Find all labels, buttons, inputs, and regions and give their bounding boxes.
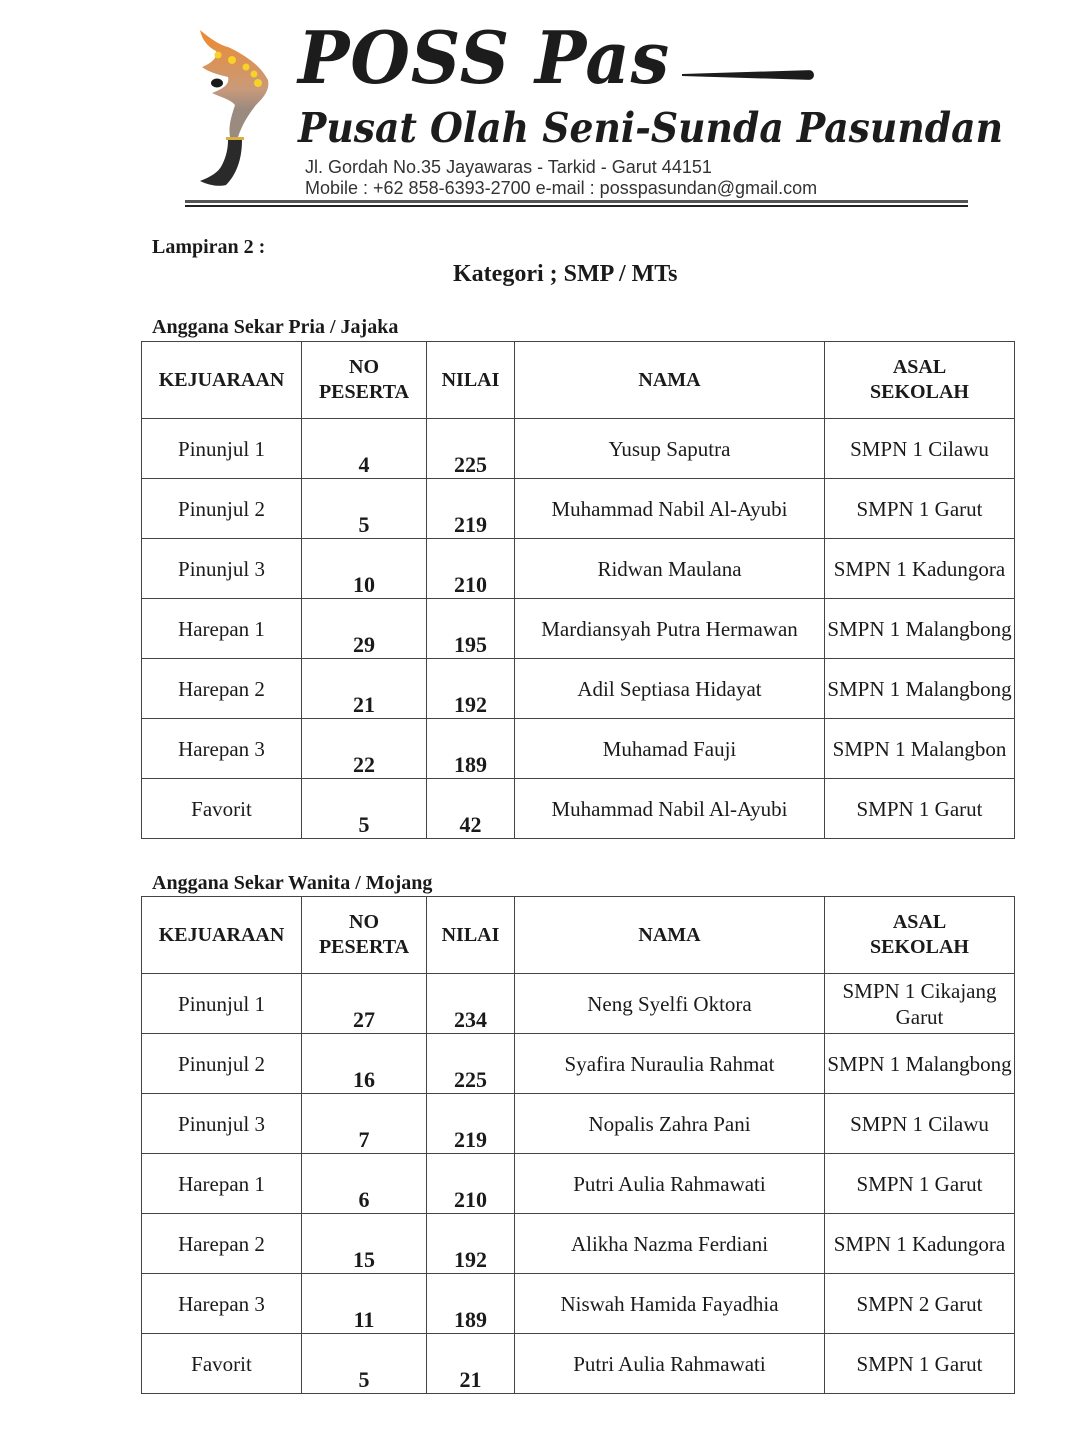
- cell-nilai: 189: [427, 1274, 515, 1334]
- table-row: [142, 1154, 1015, 1214]
- table-row: [142, 1034, 1015, 1094]
- header-asal-sekolah: [825, 897, 1015, 974]
- table-row: [142, 719, 1015, 779]
- cell-kejuaraan: Harepan 1: [142, 1154, 302, 1214]
- cell-nama: Muhamad Fauji: [515, 719, 825, 779]
- cell-kejuaraan: Harepan 3: [142, 719, 302, 779]
- header-kejuaraan: KEJUARAAN: [142, 897, 302, 974]
- header-peserta: PESERTA: [318, 381, 410, 403]
- cell-no-peserta: 29: [302, 599, 427, 659]
- header-asal-sekolah: [825, 342, 1015, 419]
- cell-nama: Putri Aulia Rahmawati: [515, 1154, 825, 1214]
- kujang-icon: [190, 25, 275, 190]
- header-no: NO: [349, 356, 379, 378]
- cell-asal-sekolah: SMPN 2 Garut: [825, 1274, 1015, 1334]
- cell-kejuaraan: Pinunjul 2: [142, 1034, 302, 1094]
- results-table-pria: [141, 341, 1015, 839]
- cell-nama: Nopalis Zahra Pani: [515, 1094, 825, 1154]
- cell-nilai: 219: [427, 1094, 515, 1154]
- table-row: [142, 1094, 1015, 1154]
- cell-nama: Ridwan Maulana: [515, 539, 825, 599]
- cell-no-peserta: 22: [302, 719, 427, 779]
- table-row: [142, 779, 1015, 839]
- cell-kejuaraan: Pinunjul 2: [142, 479, 302, 539]
- cell-asal-sekolah: SMPN 1 Malangbong: [825, 1034, 1015, 1094]
- cell-kejuaraan: Pinunjul 1: [142, 419, 302, 479]
- cell-asal-sekolah: SMPN 1 Cikajang Garut: [825, 974, 1015, 1034]
- cell-no-peserta: 15: [302, 1214, 427, 1274]
- header-sekolah: SEKOLAH: [870, 381, 969, 403]
- cell-nama: Putri Aulia Rahmawati: [515, 1334, 825, 1394]
- header-no-peserta: [302, 897, 427, 974]
- brand-subtitle: Pusat Olah Seni-Sunda Pasundan: [298, 104, 1004, 152]
- header-nilai: NILAI: [427, 342, 515, 419]
- cell-kejuaraan: Harepan 2: [142, 1214, 302, 1274]
- results-table-wanita: [141, 896, 1015, 1394]
- table-header-row: [142, 342, 1015, 419]
- cell-asal-sekolah: SMPN 1 Malangbong: [825, 659, 1015, 719]
- cell-nilai: 225: [427, 419, 515, 479]
- header-asal: ASAL: [892, 911, 947, 933]
- cell-nilai: 210: [427, 539, 515, 599]
- cell-no-peserta: 11: [302, 1274, 427, 1334]
- cell-nilai: 225: [427, 1034, 515, 1094]
- header-nama: NAMA: [515, 897, 825, 974]
- cell-asal-sekolah: SMPN 1 Garut: [825, 1154, 1015, 1214]
- cell-nama: Mardiansyah Putra Hermawan: [515, 599, 825, 659]
- cell-no-peserta: 5: [302, 779, 427, 839]
- cell-nilai: 195: [427, 599, 515, 659]
- cell-kejuaraan: Harepan 1: [142, 599, 302, 659]
- cell-asal-sekolah: SMPN 1 Malangbong: [825, 599, 1015, 659]
- cell-nilai: 192: [427, 1214, 515, 1274]
- cell-nilai: 42: [427, 779, 515, 839]
- cell-nama: Alikha Nazma Ferdiani: [515, 1214, 825, 1274]
- cell-asal-sekolah: SMPN 1 Cilawu: [825, 1094, 1015, 1154]
- cell-no-peserta: 7: [302, 1094, 427, 1154]
- cell-nilai: 189: [427, 719, 515, 779]
- cell-asal-sekolah: SMPN 1 Cilawu: [825, 419, 1015, 479]
- table-row: [142, 479, 1015, 539]
- cell-no-peserta: 27: [302, 974, 427, 1034]
- cell-nama: Neng Syelfi Oktora: [515, 974, 825, 1034]
- brand-name: POSS Pas: [298, 15, 671, 100]
- table-row: [142, 599, 1015, 659]
- address-line: Jl. Gordah No.35 Jayawaras - Tarkid - Garut 44151: [305, 157, 712, 177]
- cell-no-peserta: 6: [302, 1154, 427, 1214]
- cell-no-peserta: 5: [302, 1334, 427, 1394]
- kategori-title: Kategori ; SMP / MTs: [453, 261, 678, 287]
- cell-nilai: 21: [427, 1334, 515, 1394]
- cell-asal-sekolah: SMPN 1 Garut: [825, 779, 1015, 839]
- cell-nilai: 234: [427, 974, 515, 1034]
- lampiran-label: Lampiran 2 :: [152, 236, 266, 258]
- cell-no-peserta: 10: [302, 539, 427, 599]
- header-nama: NAMA: [515, 342, 825, 419]
- header-no: NO: [349, 911, 379, 933]
- cell-nama: Syafira Nuraulia Rahmat: [515, 1034, 825, 1094]
- table-row: [142, 1274, 1015, 1334]
- contact-line: Mobile : +62 858-6393-2700 e-mail : posspasundan@gmail.com: [305, 178, 818, 198]
- cell-no-peserta: 21: [302, 659, 427, 719]
- cell-asal-sekolah: SMPN 1 Kadungora: [825, 1214, 1015, 1274]
- cell-no-peserta: 4: [302, 419, 427, 479]
- cell-nilai: 192: [427, 659, 515, 719]
- cell-no-peserta: 16: [302, 1034, 427, 1094]
- cell-asal-sekolah: SMPN 1 Garut: [825, 479, 1015, 539]
- cell-nilai: 210: [427, 1154, 515, 1214]
- header-sekolah: SEKOLAH: [870, 936, 969, 958]
- header-kejuaraan: KEJUARAAN: [142, 342, 302, 419]
- cell-kejuaraan: Pinunjul 1: [142, 974, 302, 1034]
- cell-no-peserta: 5: [302, 479, 427, 539]
- cell-kejuaraan: Pinunjul 3: [142, 1094, 302, 1154]
- cell-kejuaraan: Harepan 3: [142, 1274, 302, 1334]
- table-row: [142, 1334, 1015, 1394]
- cell-kejuaraan: Pinunjul 3: [142, 539, 302, 599]
- table-row: [142, 539, 1015, 599]
- cell-nilai: 219: [427, 479, 515, 539]
- brand-dash: [682, 70, 814, 80]
- header-no-peserta: [302, 342, 427, 419]
- cell-kejuaraan: Favorit: [142, 1334, 302, 1394]
- cell-nama: Muhammad Nabil Al-Ayubi: [515, 779, 825, 839]
- cell-nama: Yusup Saputra: [515, 419, 825, 479]
- cell-kejuaraan: Harepan 2: [142, 659, 302, 719]
- table-row: [142, 419, 1015, 479]
- table-row: [142, 1214, 1015, 1274]
- address-block: [305, 157, 817, 199]
- section-title-pria: Anggana Sekar Pria / Jajaka: [152, 316, 399, 338]
- header-peserta: PESERTA: [318, 936, 410, 958]
- header-asal: ASAL: [892, 356, 947, 378]
- cell-asal-sekolah: SMPN 1 Garut: [825, 1334, 1015, 1394]
- cell-nama: Muhammad Nabil Al-Ayubi: [515, 479, 825, 539]
- divider: [185, 200, 968, 203]
- table-row: [142, 974, 1015, 1034]
- cell-nama: Adil Septiasa Hidayat: [515, 659, 825, 719]
- table-header-row: [142, 897, 1015, 974]
- cell-nama: Niswah Hamida Fayadhia: [515, 1274, 825, 1334]
- table-row: [142, 659, 1015, 719]
- letterhead: [185, 15, 1004, 210]
- section-title-wanita: Anggana Sekar Wanita / Mojang: [152, 872, 433, 894]
- cell-asal-sekolah: SMPN 1 Malangbon: [825, 719, 1015, 779]
- cell-kejuaraan: Favorit: [142, 779, 302, 839]
- cell-asal-sekolah: SMPN 1 Kadungora: [825, 539, 1015, 599]
- divider: [185, 205, 968, 207]
- header-nilai: NILAI: [427, 897, 515, 974]
